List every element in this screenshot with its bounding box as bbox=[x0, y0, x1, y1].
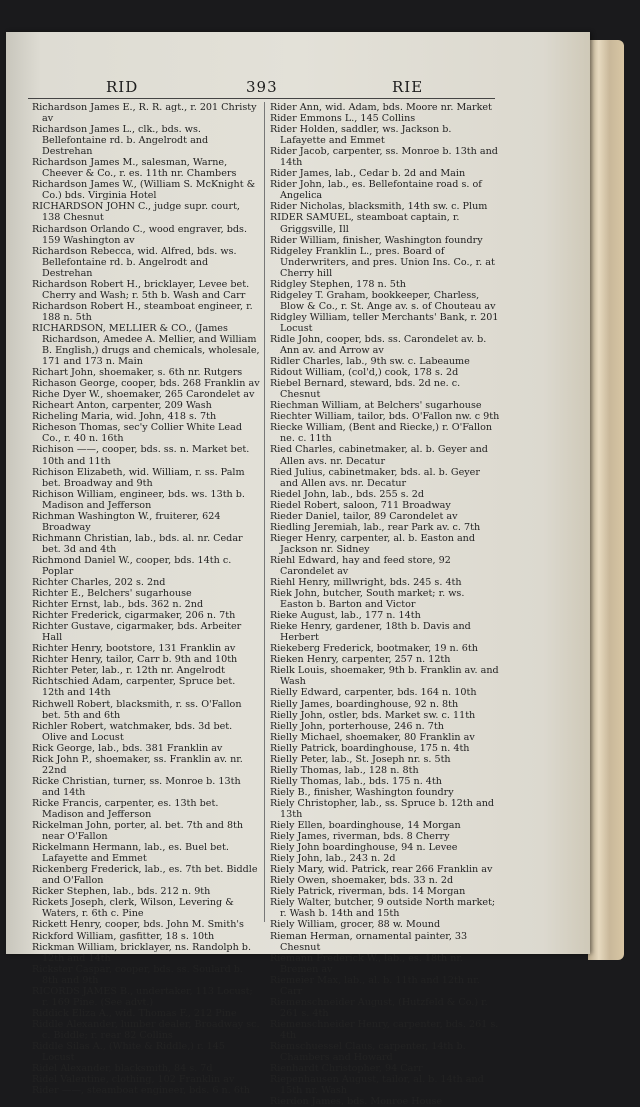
directory-entry: Rielly Thomas, lab., bds. 175 n. 4th bbox=[270, 775, 442, 787]
directory-entry: Rielly James, boardinghouse, 92 n. 8th bbox=[270, 698, 459, 710]
directory-entry: Rickenberg Frederick, lab., es. 7th bet. Biddle and O'Fallon bbox=[32, 864, 258, 887]
left-column bbox=[32, 102, 260, 1096]
directory-entry: Ridel Valentine, clothing, 102 Franklin av bbox=[32, 1074, 235, 1086]
directory-entry: Rickford William, gasfitter, 18 s. 10th bbox=[32, 930, 215, 942]
directory-entry: Rieke Henry, gardener, 18th b. Davis and Herbert bbox=[270, 621, 471, 644]
directory-entry: Riedel John, lab., bds. 255 s. 2d bbox=[270, 488, 424, 500]
directory-entry: Rickster Caspar, cooper, bds. ss. Soulard b. 8th and 9th bbox=[32, 963, 243, 986]
directory-entry: Ridler Charles, lab., 9th sw. c. Labeaume bbox=[270, 356, 470, 368]
directory-entry: RICORDS JAMES B., undertaker, 113 Locust; r. 169 Pine. (See advt.) bbox=[32, 985, 253, 1008]
directory-entry: Richter Ernst, lab., bds. 362 n. 2nd bbox=[32, 599, 204, 611]
directory-entry: Riddle Silas A., (White & Riddle,) r. 145 Locust bbox=[32, 1040, 225, 1064]
directory-entry: Riely Ellen, boardinghouse, 14 Morgan bbox=[270, 820, 461, 832]
directory-entry: Richardson Robert H., steamboat engineer, r. 188 n. 5th bbox=[32, 300, 253, 323]
directory-entry: Rider John, lab., es. Bellefontaine road s. of Angelica bbox=[270, 179, 482, 202]
directory-entry: Riekeberg Frederick, bootmaker, 19 n. 6th bbox=[270, 643, 478, 655]
directory-entry: Riek John, butcher, South market; r. ws. Easton b. Barton and Victor bbox=[270, 588, 465, 611]
directory-entry: Ridout William, (col'd,) cook, 178 s. 2d bbox=[270, 367, 459, 379]
directory-entry: Rickett Henry, cooper, bds. John M. Smith's bbox=[32, 919, 244, 931]
directory-entry: Rider William, finisher, Washington foundry bbox=[270, 234, 483, 246]
directory-entry: Rickets Joseph, clerk, Wilson, Levering & Waters, r. 6th c. Pine bbox=[32, 897, 234, 920]
directory-entry: Rielly John, porterhouse, 246 n. 7th bbox=[270, 720, 444, 732]
book-edge bbox=[588, 40, 624, 960]
directory-entry: Rielly Edward, carpenter, bds. 164 n. 10th bbox=[270, 687, 477, 699]
directory-entry: Rieger Henry, carpenter, al. b. Easton and Jackson nr. Sidney bbox=[270, 532, 475, 555]
directory-entry: Rickelman John, porter, al. bet. 7th and 8th near O'Fallon bbox=[32, 820, 244, 843]
directory-entry: Rider Nicholas, blacksmith, 14th sw. c. Plum bbox=[270, 201, 488, 213]
directory-entry: Ried Julius, cabinetmaker, bds. al. b. Geyer and Allen avs. nr. Decatur bbox=[270, 466, 480, 489]
directory-entry: Riche Dyer W., shoemaker, 265 Carondelet av bbox=[32, 389, 255, 401]
directory-entry: Riely William, grocer, 88 w. Mound bbox=[270, 919, 441, 931]
directory-entry: Richason George, cooper, bds. 268 Franklin av bbox=[32, 378, 260, 390]
directory-entry: Richter E., Belchers' sugarhouse bbox=[32, 588, 192, 600]
directory-entry: RICHARDSON JOHN C., judge supr. court, 138 Chesnut bbox=[32, 201, 240, 224]
directory-entry: Rielly Michael, shoemaker, 80 Franklin av bbox=[270, 731, 475, 743]
directory-entry: Richter Frederick, cigarmaker, 206 n. 7th bbox=[32, 610, 236, 622]
directory-entry: Richart John, shoemaker, s. 6th nr. Rutgers bbox=[32, 367, 243, 379]
directory-entry: RIDER SAMUEL, steamboat captain, r. Griggsville, Ill bbox=[270, 212, 460, 235]
directory-entry: Ricke Francis, carpenter, es. 13th bet. Madison and Jefferson bbox=[32, 797, 219, 820]
directory-entry: Richeson Thomas, sec'y Collier White Lead Co., r. 40 n. 16th bbox=[32, 422, 242, 445]
directory-entry: Richtschied Adam, carpenter, Spruce bet. 12th and 14th bbox=[32, 676, 236, 699]
directory-entry: Rierdon James, bds. Monroe House bbox=[270, 1096, 443, 1107]
directory-entry: Ridel Alexander, blacksmith, 84 s. 7d bbox=[32, 1063, 213, 1075]
directory-entry: Richter Henry, bootstore, 131 Franklin av bbox=[32, 643, 236, 655]
directory-entry: Riely Owen, shoemaker, bds. 33 n. 2d bbox=[270, 875, 454, 887]
directory-entry: Ricke Christian, turner, ss. Monroe b. 13th and 14th bbox=[32, 775, 241, 798]
directory-entry: Richter Peter, lab., r. 12th nr. Angelrodt bbox=[32, 665, 226, 677]
directory-page bbox=[6, 32, 590, 1107]
directory-entry: Richeling Maria, wid. John, 418 s. 7th bbox=[32, 411, 217, 423]
header-right: RIE bbox=[392, 78, 424, 96]
directory-entry: Riemann Frederick W., lab., es. 18th nr. Bremen av bbox=[270, 952, 463, 975]
directory-entry: Rider James, lab., Cedar b. 2d and Main bbox=[270, 168, 466, 180]
directory-entry: Rider Holden, saddler, ws. Jackson b. Lafayette and Emmet bbox=[270, 124, 452, 147]
directory-entry: Richardson James L., clk., bds. ws. Bellefontaine rd. b. Angelrodt and Destrehan bbox=[32, 124, 209, 158]
directory-entry: Riely Walter, butcher, 9 outside North market; r. Wash b. 14th and 15th bbox=[270, 897, 496, 920]
directory-entry: Richardson Robert H., bricklayer, Levee bet. Cherry and Wash; r. 5th b. Wash and Carr bbox=[32, 278, 250, 301]
directory-entry: Rider Jacob, carpenter, ss. Monroe b. 13th and 14th bbox=[270, 146, 498, 169]
directory-entry: Richardson James W., (William S. McKnight & Co.) bds. Virginia Hotel bbox=[32, 179, 256, 202]
directory-entry: Riely Patrick, riverman, bds. 14 Morgan bbox=[270, 886, 466, 898]
directory-entry: Riechman William, at Belchers' sugarhouse bbox=[270, 400, 482, 412]
directory-entry: Rider Ann, wid. Adam, bds. Moore nr. Market bbox=[270, 102, 492, 113]
directory-entry: Ridgeley T. Graham, bookkeeper, Charless, Blow & Co., r. St. Ange av. s. of Chouteau av bbox=[270, 289, 496, 312]
directory-entry: Riddle Alexander, lumber dealer, Broadway sc. c. Biddle; r. rear 82 Collins bbox=[32, 1018, 260, 1041]
directory-entry: Rielk Louis, shoemaker, 9th b. Franklin av. and Wash bbox=[270, 665, 499, 688]
right-column bbox=[270, 102, 500, 1107]
directory-entry: Ridgeley Franklin L., pres. Board of Underwriters, and pres. Union Ins. Co., r. at Cherry hill bbox=[270, 245, 495, 279]
directory-entry: Rickman William, bricklayer, ns. Randolph b. 12th and 14th bbox=[32, 941, 251, 964]
column-divider bbox=[264, 102, 265, 922]
directory-entry: Richter Gustave, cigarmaker, bds. Arbeiter Hall bbox=[32, 621, 242, 644]
directory-entry: Rienhardt Christopher, 94 Carr bbox=[270, 1063, 423, 1075]
directory-entry: Rick George, lab., bds. 381 Franklin av bbox=[32, 742, 223, 754]
directory-entry: Riedling Jeremiah, lab., rear Park av. c. 7th bbox=[270, 521, 481, 533]
directory-entry: Riebel Bernard, steward, bds. 2d ne. c. Chesnut bbox=[270, 378, 461, 401]
directory-entry: Rider Emmons L., 145 Collins bbox=[270, 113, 416, 125]
directory-entry: Rieken Henry, carpenter, 257 n. 12th bbox=[270, 654, 451, 666]
directory-entry: Richmann Christian, lab., bds. al. nr. Cedar bet. 3d and 4th bbox=[32, 532, 243, 555]
directory-entry: Riemenschneider Henry, carpenter, bds. 261 s. 4th bbox=[270, 1018, 499, 1041]
directory-entry: Riely Christopher, lab., ss. Spruce b. 12th and 13th bbox=[270, 797, 495, 820]
directory-entry: Rieman Herman, ornamental painter, 33 Chesnut bbox=[270, 930, 468, 953]
directory-entry: Riemschuessel Claus, carpenter, 14th b. Chambers and Howard bbox=[270, 1040, 466, 1064]
directory-entry: Riemeier Max, lab., al. b. 11th and 12th nr. Carr bbox=[270, 974, 480, 997]
directory-entry: Rickelmann Hermann, lab., es. Buel bet. Lafayette and Emmet bbox=[32, 842, 229, 865]
directory-entry: Rider ——, steamboat engineer, bds. 6 n. 6th bbox=[32, 1085, 250, 1097]
directory-entry: Rielly Patrick, boardinghouse, 175 n. 4th bbox=[270, 742, 470, 754]
directory-entry: Richison William, engineer, bds. ws. 13th b. Madison and Jefferson bbox=[32, 488, 245, 511]
directory-entry: Richardson Rebecca, wid. Alfred, bds. ws. Bellefontaine rd. b. Angelrodt and Destrehan bbox=[32, 245, 237, 279]
header-left: RID bbox=[106, 78, 139, 96]
directory-entry: Riely B., finisher, Washington foundry bbox=[270, 786, 454, 798]
directory-entry: Ridgley William, teller Merchants' Bank, r. 201 Locust bbox=[270, 311, 499, 334]
header-rule bbox=[28, 98, 495, 99]
directory-entry: Riehl Edward, hay and feed store, 92 Carondelet av bbox=[270, 554, 451, 577]
directory-entry: RICHARDSON, MELLIER & CO., (James Richardson, Amedee A. Mellier, and William B. English,) drugs and chemicals, wholesale, 171 and 173 n. Main bbox=[32, 322, 260, 368]
directory-entry: Richwell Robert, blacksmith, r. ss. O'Fallon bet. 5th and 6th bbox=[32, 698, 242, 721]
directory-entry: Richardson James M., salesman, Warne, Cheever & Co., r. es. 11th nr. Chambers bbox=[32, 157, 237, 180]
directory-entry: Richter Charles, 202 s. 2nd bbox=[32, 577, 166, 589]
directory-entry: Rielly Peter, lab., St. Joseph nr. s. 5th bbox=[270, 753, 451, 765]
directory-entry: Richler Robert, watchmaker, bds. 3d bet. Olive and Locust bbox=[32, 720, 233, 743]
directory-entry: Riehl Henry, millwright, bds. 245 s. 4th bbox=[270, 577, 462, 589]
directory-entry: Riedel Robert, saloon, 711 Broadway bbox=[270, 499, 451, 511]
directory-entry: Rieder Daniel, tailor, 89 Carondelet av bbox=[270, 510, 458, 522]
directory-entry: Richter Henry, tailor, Carr b. 9th and 10th bbox=[32, 654, 238, 666]
directory-entry: Rieke August, lab., 177 n. 14th bbox=[270, 610, 421, 622]
directory-entry: Richmond Daniel W., cooper, bds. 14th c. Poplar bbox=[32, 554, 232, 577]
directory-entry: Riepenhausen August, tailor, al. b. 14th and 15th nr. Wash bbox=[270, 1074, 484, 1097]
directory-entry: Riely Mary, wid. Patrick, rear 266 Franklin av bbox=[270, 864, 493, 876]
directory-entry: Riely John boardinghouse, 94 n. Levee bbox=[270, 842, 458, 854]
page-number: 393 bbox=[246, 78, 278, 96]
directory-entry: Ricker Stephen, lab., bds. 212 n. 9th bbox=[32, 886, 211, 898]
directory-entry: Richison Elizabeth, wid. William, r. ss. Palm bet. Broadway and 9th bbox=[32, 466, 245, 489]
directory-entry: Riemenschneider August, (Hutzfeld & Co.) r. 261 s. 4th bbox=[270, 996, 488, 1019]
directory-entry: Richeart Anton, carpenter, 209 Wash bbox=[32, 400, 212, 412]
directory-entry: Ridle John, cooper, bds. ss. Carondelet av. b. Ann av. and Arrow av bbox=[270, 333, 487, 357]
directory-entry: Riecke William, (Bent and Riecke,) r. O'Fallon ne. c. 11th bbox=[270, 422, 493, 445]
directory-entry: Riely James, riverman, bds. 8 Cherry bbox=[270, 831, 450, 843]
directory-entry: Riechter William, tailor, bds. O'Fallon nw. c 9th bbox=[270, 411, 500, 423]
directory-entry: Rick John P., shoemaker, ss. Franklin av. nr. 22nd bbox=[32, 753, 243, 776]
directory-entry: Ridgley Stephen, 178 n. 5th bbox=[270, 278, 406, 290]
directory-entry: Richardson Orlando C., wood engraver, bds. 159 Washington av bbox=[32, 223, 247, 246]
directory-entry: Rielly Thomas, lab., 128 n. 8th bbox=[270, 764, 419, 776]
directory-entry: Richardson James E., R. R. agt., r. 201 Christy av bbox=[32, 102, 257, 125]
directory-entry: Ried Charles, cabinetmaker, al. b. Geyer and Allen avs. nr. Decatur bbox=[270, 444, 488, 467]
directory-entry: Rielly John, ostler, bds. Market sw. c. 11th bbox=[270, 709, 476, 721]
directory-entry: Riely John, lab., 243 n. 2d bbox=[270, 853, 396, 865]
directory-entry: Riddick Eliza A., wid. Thomas F., 212 Pine bbox=[32, 1007, 237, 1019]
directory-entry: Richison ——, cooper, bds. ss. n. Market bet. 10th and 11th bbox=[32, 444, 250, 467]
directory-entry: Richman Washington W., fruiterer, 624 Broadway bbox=[32, 510, 221, 533]
